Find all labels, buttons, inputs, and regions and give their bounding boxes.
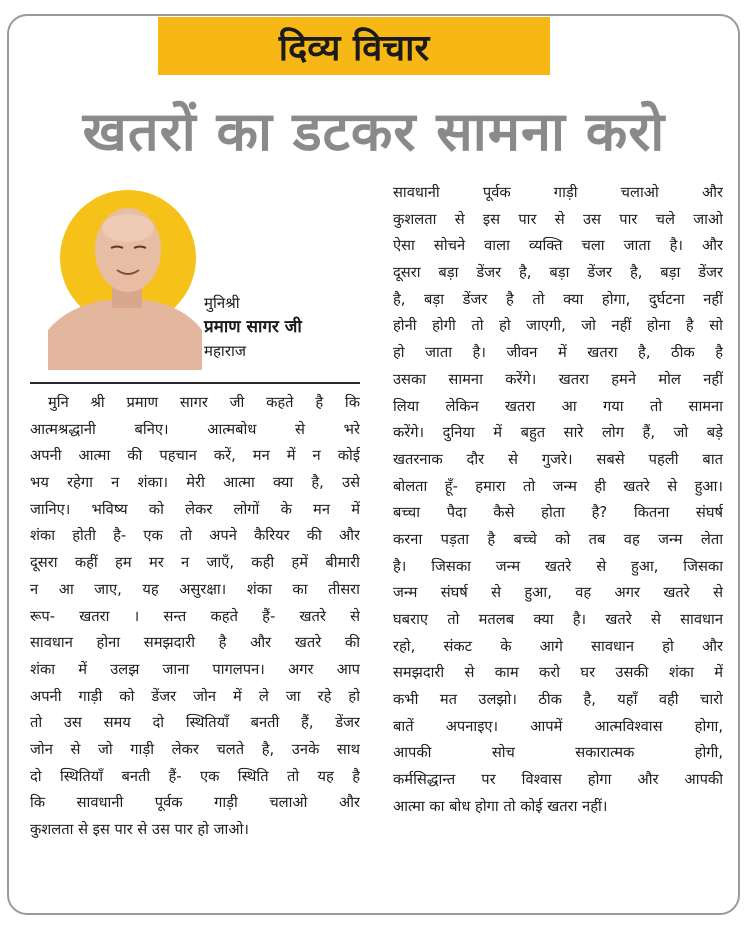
text-line: कभी मत उलझो। ठीक है, यहाँ वही चारो — [393, 691, 723, 709]
text-line: अपनी गाड़ी को डेंजर जोन में ले जा रहे हो — [30, 687, 360, 705]
text-line: कर्मसिद्धान्त पर विश्वास होगा और आपकी — [393, 771, 723, 789]
text-line: न आ जाए, यह असुरक्षा। शंका का तीसरा — [30, 580, 360, 598]
byline-divider — [30, 382, 360, 384]
text-line: कुशलता से इस पार से उस पार चले जाओ — [393, 210, 723, 228]
article-column-right — [393, 180, 723, 821]
text-line: है, बड़ा डेंजर है तो क्या होगा, दुर्घटना नहीं — [393, 290, 723, 308]
text-line: हो जाता है। जीवन में खतरा है, ठीक है — [393, 344, 723, 362]
text-line: सावधानी पूर्वक गाड़ी चलाओ और — [393, 184, 723, 201]
text-line: होनी होगी तो हो जाएगी, जो नहीं होना है सो — [393, 317, 723, 335]
text-line: घबराए तो मतलब क्या है। खतरे से सावधान — [393, 611, 723, 628]
article-headline: खतरों का डटकर सामना करो — [82, 100, 666, 163]
author-prefix: मुनिश्री — [204, 294, 240, 312]
section-kicker: दिव्य विचार — [158, 17, 550, 75]
author-byline — [204, 292, 374, 362]
text-line: रूप- खतरा । सन्त कहते हैं- खतरे से — [30, 607, 360, 625]
text-line: कि सावधानी पूर्वक गाड़ी चलाओ और — [30, 794, 360, 812]
text-line: समझदारी से काम करो घर उसकी शंका में — [393, 664, 723, 682]
text-line: दूसरा बड़ा डेंजर है, बड़ा डेंजर है, बड़ा डेंजर — [393, 264, 723, 282]
text-line: सावधान होना समझदारी है और खतरे की — [30, 634, 360, 652]
portrait-shoulders — [48, 300, 202, 370]
author-name: प्रमाण सागर जी — [204, 317, 302, 337]
text-line: भय रहेगा न शंका। मेरी आत्मा क्या है, उसे — [30, 474, 360, 492]
text-line: बोलता हूँ- हमारा तो जन्म ही खतरे से हुआ। — [393, 477, 723, 495]
text-line: तो उस समय दो स्थितियाँ बनती हैं, डेंजर — [30, 714, 360, 732]
text-line: मुनि श्री प्रमाण सागर जी कहते है कि — [48, 394, 360, 411]
text-line: दूसरा कहीं हम मर न जाएँ, कही हमें बीमारी — [30, 554, 360, 572]
text-line: बातें अपनाइए। आपमें आत्मविश्वास होगा, — [393, 717, 723, 735]
text-line: आपकी सोच सकारात्मक होगी, — [393, 744, 723, 762]
text-line: आत्मश्रद्धानी बनिए। आत्मबोध से भरे — [30, 420, 360, 438]
text-line: है। जिसका जन्म खतरे से हुआ, जिसका — [393, 557, 723, 575]
text-line: खतरनाक दौर से गुजरे। सबसे पहली बात — [393, 450, 723, 468]
text-line: करना पड़ता है बच्चे को तब वह जन्म लेता — [393, 530, 723, 548]
text-line: बच्चा पैदा कैसे होता है? कितना संघर्ष — [393, 504, 723, 522]
author-portrait — [48, 188, 202, 370]
text-line: शंका में उलझ जाना पागलपन। अगर आप — [30, 660, 360, 678]
text-line: दो स्थितियाँ बनती हैं- एक स्थिति तो यह है — [30, 767, 360, 785]
text-line: ऐसा सोचने वाला व्यक्ति चला जाता है। और — [393, 237, 723, 255]
text-line: उसका सामना करेंगे। खतरा हमने मोल नहीं — [393, 370, 723, 388]
text-line: आत्मा का बोध होगा तो कोई खतरा नहीं। — [393, 797, 608, 815]
author-suffix: महाराज — [204, 342, 246, 360]
portrait-brow-shadow — [102, 214, 154, 242]
text-line: करेंगे। दुनिया में बहुत सारे लोग हैं, जो बड़े — [393, 424, 723, 442]
article-column-left — [30, 390, 360, 844]
text-line: शंका होती है- एक तो अपने कैरियर की और — [30, 527, 360, 545]
text-line: अपनी आत्मा की पहचान करें, मन में न कोई — [30, 447, 360, 465]
text-line: कुशलता से इस पार से उस पार हो जाओ। — [30, 821, 249, 838]
text-line: जोन से जो गाड़ी लेकर चलते है, उनके साथ — [30, 740, 360, 758]
text-line: जानिए। भविष्य को लेकर लोगों के मन में — [30, 500, 360, 518]
text-line: रहो, संकट के आगे सावधान हो और — [393, 637, 723, 655]
text-line: जन्म संघर्ष से हुआ, वह अगर खतरे से — [393, 584, 723, 602]
text-line: लिया लेकिन खतरा आ गया तो सामना — [393, 397, 723, 415]
